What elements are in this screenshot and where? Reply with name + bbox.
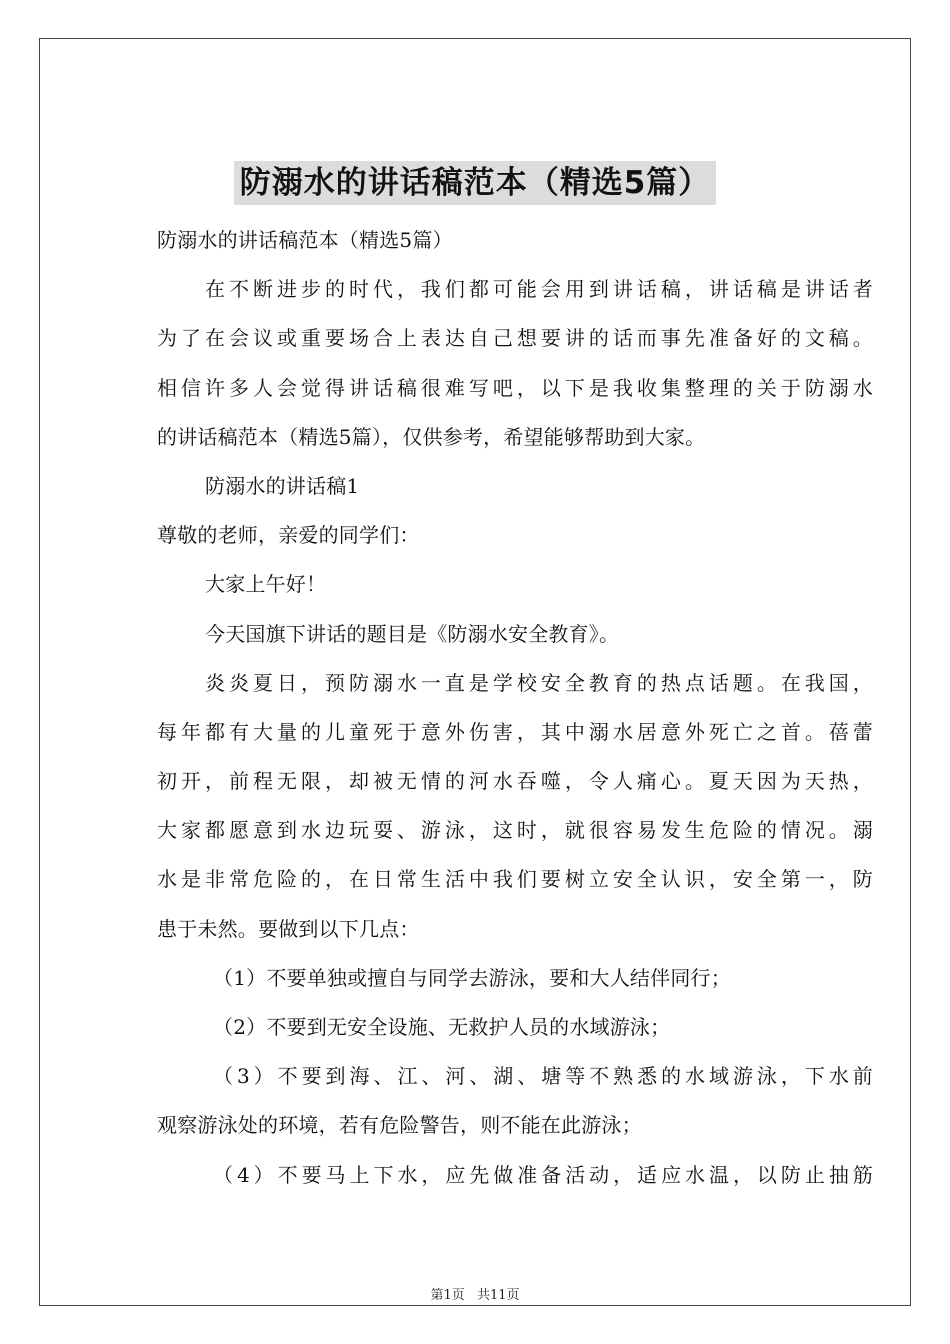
text-line: 大家都愿意到水边玩耍、游泳，这时，就很容易发生危险的情况。溺 — [157, 818, 873, 843]
document-title: 防溺水的讲话稿范本（精选5篇） — [234, 161, 717, 205]
text-line: 尊敬的老师，亲爱的同学们： — [157, 523, 420, 548]
text-line: 相信许多人会觉得讲话稿很难写吧，以下是我收集整理的关于防溺水 — [157, 375, 873, 400]
text-line: 每年都有大量的儿童死于意外伤害，其中溺水居意外死亡之首。蓓蕾 — [157, 719, 873, 744]
text-line: 大家上午好！ — [205, 572, 327, 597]
text-line: （2）不要到无安全设施、无救护人员的水域游泳； — [213, 1015, 671, 1039]
text-line: 防溺水的讲话稿范本（精选5篇） — [157, 228, 453, 252]
page-number: 第1页 — [430, 1288, 465, 1303]
title-area — [40, 161, 910, 205]
text-line: 初开，前程无限，却被无情的河水吞噬，令人痛心。夏天因为天热， — [157, 769, 873, 794]
text-line: （4）不要马上下水，应先做准备活动，适应水温，以防止抽筋 — [213, 1162, 873, 1187]
document-body — [157, 216, 873, 1200]
page-total: 共11页 — [476, 1288, 520, 1303]
text-line: 防溺水的讲话稿1 — [205, 473, 360, 498]
text-line: 观察游泳处的环境，若有危险警告，则不能在此游泳； — [157, 1113, 642, 1138]
text-line: 的讲话稿范本（精选5篇），仅供参考，希望能够帮助到大家。 — [157, 424, 706, 449]
text-line: （3）不要到海、江、河、湖、塘等不熟悉的水域游泳，下水前 — [213, 1064, 873, 1089]
text-line: （1）不要单独或擅自与同学去游泳，要和大人结伴同行； — [213, 965, 731, 990]
text-line: 今天国旗下讲话的题目是《防溺水安全教育》。 — [205, 621, 620, 646]
text-line: 为了在会议或重要场合上表达自己想要讲的话而事先准备好的文稿。 — [157, 326, 873, 351]
text-line: 在不断进步的时代，我们都可能会用到讲话稿，讲话稿是讲话者 — [205, 277, 873, 302]
text-line: 炎炎夏日，预防溺水一直是学校安全教育的热点话题。在我国， — [205, 670, 873, 695]
text-line: 患于未然。要做到以下几点： — [157, 916, 420, 941]
text-line: 水是非常危险的，在日常生活中我们要树立安全认识，安全第一，防 — [157, 867, 873, 892]
document-page — [39, 38, 911, 1306]
page-footer — [40, 1284, 910, 1303]
